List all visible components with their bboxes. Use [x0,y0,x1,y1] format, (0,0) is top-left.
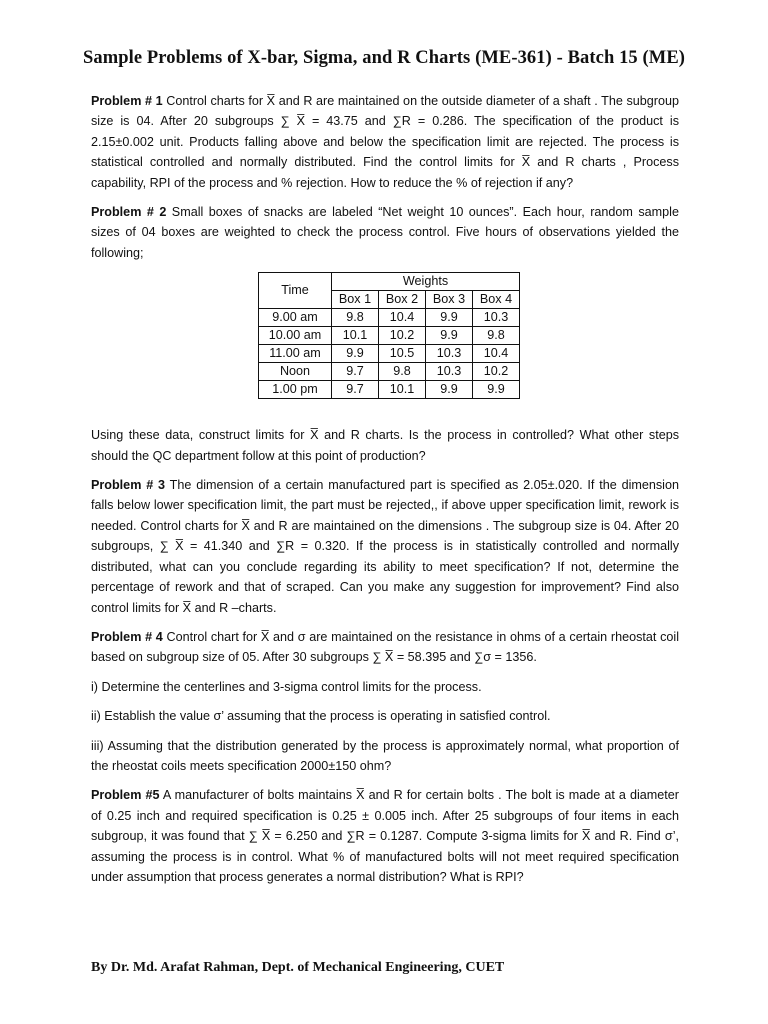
problem-label: Problem # 4 [91,629,163,644]
problem-4-item: i) Determine the centerlines and 3-sigma control limits for the process. [91,679,482,694]
problem-label: Problem # 2 [91,205,167,220]
problem-text: Control charts for X̅ and R are maintained on the outside diameter of a shaft . The subgroup size is 04. After 20 subgroups ∑ X̅ = 43.75 and ∑R = 0.286. The specification of the product is 2.15±0.002 unit. Products falling above and below the specification limit are rejected. The process is statistical controlled and normally distributed. Find the control limits for X̅ and R charts , Process capability, RPI of the process and % rejection. How to reduce the % of rejection if any? [91,94,679,190]
table-row [259,327,520,345]
problem-2-followup: Using these data, construct limits for X̅ and R charts. Is the process in controlled? What other steps should the QC department follow at this point of production? [91,428,679,463]
problem-text: Small boxes of snacks are labeled “Net weight 10 ounces”. Each hour, random sample sizes of 04 boxes are weighted to check the process control. Five hours of observations yielded the following; [91,205,679,260]
document-body [91,91,679,896]
weight-cell: 9.9 [426,327,473,345]
author-footer: By Dr. Md. Arafat Rahman, Dept. of Mechanical Engineering, CUET [91,960,505,975]
weight-cell: 9.8 [379,363,426,381]
weight-cell: 10.2 [379,327,426,345]
weight-cell: 9.9 [473,381,520,399]
weight-cell: 10.3 [426,363,473,381]
weight-cell: 10.5 [379,345,426,363]
table-header-row [259,273,520,291]
weights-header: Weights [332,273,520,291]
weight-cell: 9.9 [426,309,473,327]
weight-cell: 9.9 [426,381,473,399]
time-cell: 1.00 pm [259,381,332,399]
weight-cell: 10.1 [379,381,426,399]
problem-text: The dimension of a certain manufactured part is specified as 2.05±.020. If the dimension falls below lower specification limit, the part must be rejected,, if above upper specification limit, rework is needed. Control charts for X̅ and R are maintained on the dimensions . The subgroup size is 04. After 20 subgroups, ∑ X̅ = 41.340 and ∑R = 0.320. If the process is in statistically controlled and normally distributed, what can you conclude regarding its ability to meet specification? If not, determine the percentage of rework and that of scraped. Can you make any suggestion for improvement? Find also control limits for X̅ and R –charts. [91,478,679,615]
table-row [259,345,520,363]
time-header: Time [259,273,332,309]
problem-4-item: ii) Establish the value σ’ assuming that the process is operating in satisfied control. [91,709,551,724]
weight-cell: 10.2 [473,363,520,381]
problem-1 [91,91,679,193]
weight-cell: 9.7 [332,381,379,399]
problem-2 [91,202,679,263]
problem-text: Control chart for X̅ and σ are maintained on the resistance in ohms of a certain rheostat coil based on subgroup size of 05. After 30 subgroups ∑ X̅ = 58.395 and ∑σ = 1356. [91,629,680,665]
weights-table [258,272,520,399]
problem-4 [91,627,679,668]
table-row [259,309,520,327]
time-cell: 10.00 am [259,327,332,345]
problem-label: Problem # 1 [91,94,163,108]
problem-label: Problem #5 [91,788,160,803]
time-cell: 9.00 am [259,309,332,327]
time-cell: Noon [259,363,332,381]
table-row [259,381,520,399]
weight-cell: 10.3 [426,345,473,363]
box-header: Box 1 [332,291,379,309]
box-header: Box 4 [473,291,520,309]
page-title: Sample Problems of X-bar, Sigma, and R Charts (ME-361) - Batch 15 (ME) [82,48,686,68]
weight-cell: 9.7 [332,363,379,381]
weight-cell: 10.4 [379,309,426,327]
box-header: Box 3 [426,291,473,309]
problem-text: A manufacturer of bolts maintains X̅ and R for certain bolts . The bolt is made at a diameter of 0.25 inch and required specification is 0.25 ± 0.005 inch. After 25 subgroups of four items in each subgroup, it was found that ∑ X̅ = 6.250 and ∑R = 0.1287. Compute 3-sigma limits for X̅ and R. Find σ’, assuming the process is in control. What % of manufactured bolts will not meet required specification under assumption that process generates a normal distribution? What is RPI? [91,788,679,884]
problem-4-item: iii) Assuming that the distribution generated by the process is approximately normal, what proportion of the rheostat coils meets specification 2000±150 ohm? [91,738,679,773]
box-header: Box 2 [379,291,426,309]
problem-5 [91,785,679,887]
weight-cell: 10.4 [473,345,520,363]
weight-cell: 10.1 [332,327,379,345]
problem-label: Problem # 3 [91,478,166,493]
table-row [259,363,520,381]
time-cell: 11.00 am [259,345,332,363]
weight-cell: 10.3 [473,309,520,327]
weight-cell: 9.8 [332,309,379,327]
problem-3 [91,475,679,618]
weight-cell: 9.9 [332,345,379,363]
weight-cell: 9.8 [473,327,520,345]
